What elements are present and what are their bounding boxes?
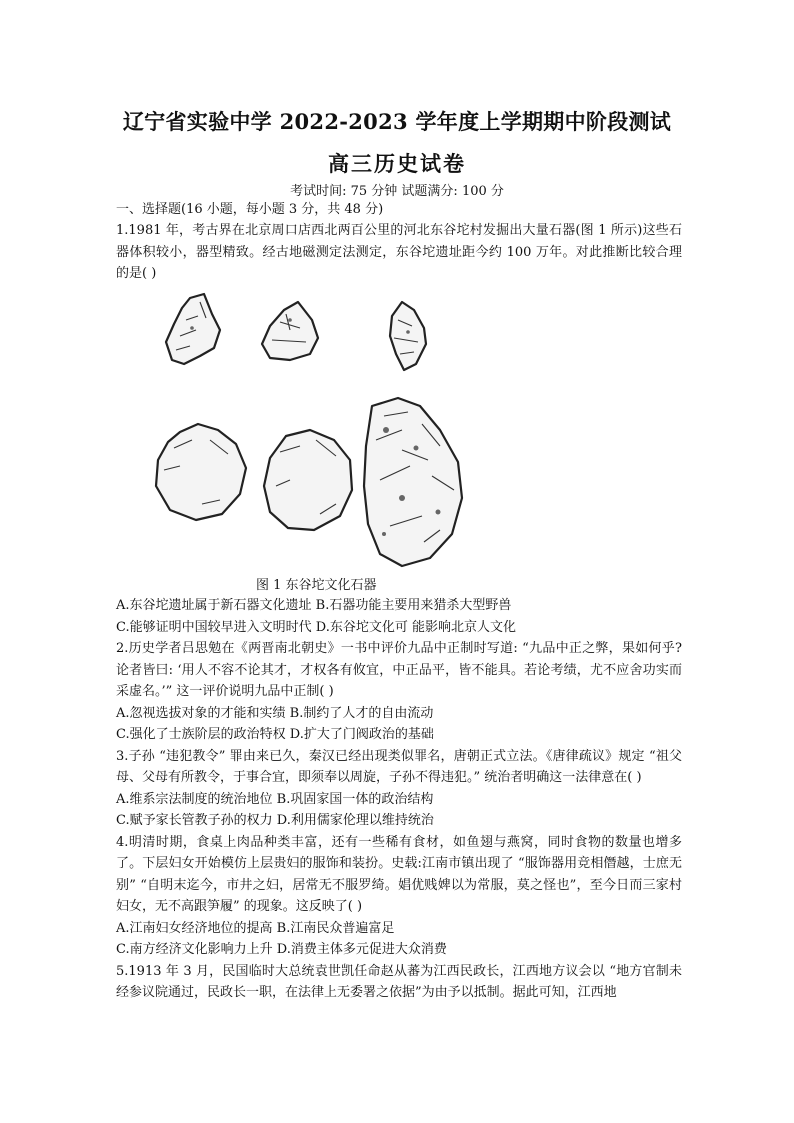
question-1 bbox=[116, 220, 682, 285]
exam-meta: 考试时间: 75 分钟 试题满分: 100 分 bbox=[290, 184, 504, 199]
question-1-option-row: C.能够证明中国较早进入文明时代 D.东谷坨文化可 能影响北京人文化 bbox=[116, 619, 516, 635]
stone-tools-illustration-icon bbox=[140, 290, 470, 570]
question-2-option-row: A.忽视选拔对象的才能和实绩 B.制约了人才的自由流动 bbox=[116, 705, 434, 721]
exam-title: 辽宁省实验中学 2022-2023 学年度上学期期中阶段测试 bbox=[122, 109, 672, 134]
question-1-option-row: A.东谷坨遗址属于新石器文化遗址 B.石器功能主要用来猎杀大型野兽 bbox=[116, 598, 512, 613]
exam-subtitle: 高三历史试卷 bbox=[328, 151, 466, 176]
question-3-stem: 3.子孙 “违犯教令” 罪由来已久，秦汉已经出现类似罪名，唐朝正式立法。《唐律疏议》规定 “祖父母、父母有所教令，于事合宜，即须奉以周旋，子孙不得违犯。” 统治者明确这一法律意在( ) bbox=[116, 748, 682, 785]
stone-tool-4 bbox=[156, 424, 246, 520]
question-3-option-row: C.赋予家长管教子孙的权力 D.利用儒家伦理以维持统治 bbox=[116, 813, 434, 828]
questions-continued bbox=[116, 595, 682, 1004]
stone-tool-5 bbox=[264, 430, 352, 530]
question-4-stem: 4.明清时期，食桌上肉品种类丰富，还有一些稀有食材，如鱼翅与燕窝，同时食物的数量也增多了。下层妇女开始模仿上层贵妇的服饰和装扮。史载:江南市镇出现了 “服饰器用竞相僭越，士庶无别” “自明末迄今，市井之妇，居常无不服罗绮。娼优贱婢以为常服，莫之怪也”，至今日而三家村妇女，无不高跟笋履” 的现象。这反映了( ) bbox=[116, 834, 682, 914]
section-heading: 一、选择题(16 小题，每小题 3 分，共 48 分) bbox=[116, 202, 384, 217]
question-2-option-row: C.强化了士族阶层的政治特权 D.扩大了门阀政治的基础 bbox=[116, 727, 434, 742]
question-5-stem: 5.1913 年 3 月，民国临时大总统袁世凯任命赵从蕃为江西民政长，江西地方议会以 “地方官制未经参议院通过，民政长一职，在法律上无委署之依据”为由予以抵制。据此可知，江西地 bbox=[116, 963, 682, 1000]
question-4-option-row: A.江南妇女经济地位的提高 B.江南民众普遍富足 bbox=[116, 920, 395, 936]
question-2-stem: 2.历史学者吕思勉在《两晋南北朝史》一书中评价九品中正制时写道: “九品中正之弊，果如何乎?论者皆曰: ‘用人不容不论其才，才权各有攸宜，中正品平，皆不能具。若论考绩，尤不应舍功实而采虚名。’” 这一评价说明九品中正制( ) bbox=[116, 641, 682, 699]
figure-1-caption: 图 1 东谷坨文化石器 bbox=[256, 578, 377, 593]
question-4-option-row: C.南方经济文化影响力上升 D.消费主体多元促进大众消费 bbox=[116, 942, 447, 957]
question-1-stem: 1.1981 年，考古界在北京周口店西北两百公里的河北东谷坨村发掘出大量石器(图 1 所示)这些石器体积较小，器型精致。经古地磁测定法测定，东谷坨遗址距今约 100 万年。对此推断比较合理的是( ) bbox=[116, 223, 682, 281]
stone-tool-2 bbox=[262, 302, 318, 360]
stone-tool-3 bbox=[390, 302, 426, 370]
question-3-option-row: A.维系宗法制度的统治地位 B.巩固家国一体的政治结构 bbox=[116, 791, 434, 807]
stone-tool-6 bbox=[364, 398, 462, 566]
